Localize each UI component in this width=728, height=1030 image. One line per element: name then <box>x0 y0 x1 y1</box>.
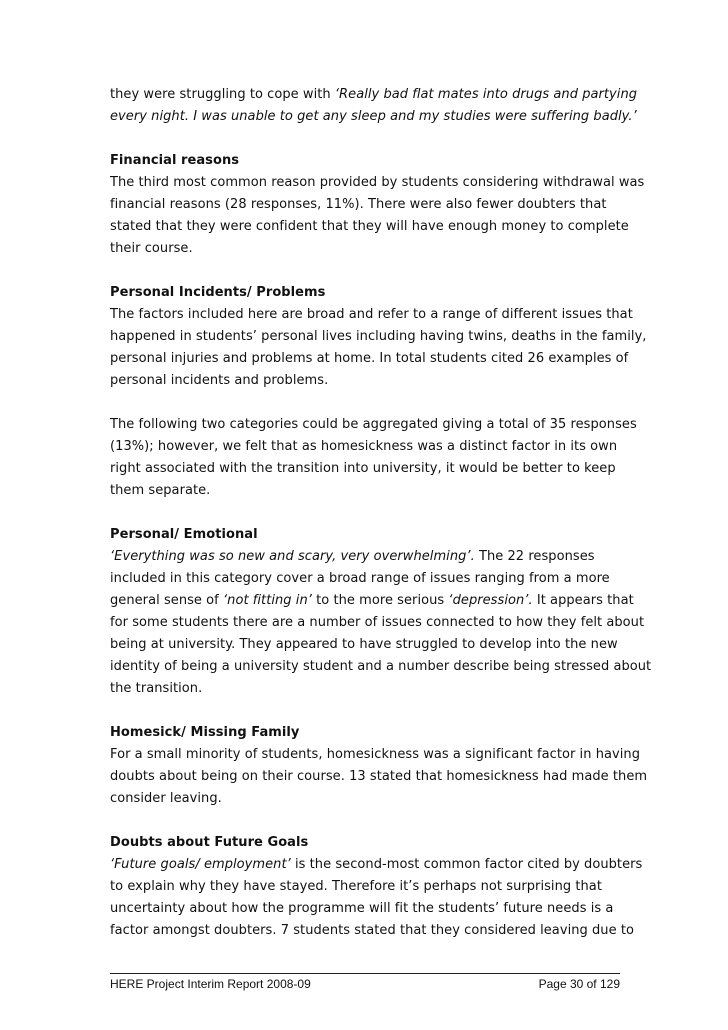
body-text <box>110 84 652 942</box>
text-run: they were struggling to cope with <box>110 87 335 102</box>
text-run: It appears that <box>532 593 634 608</box>
footer-divider <box>110 973 620 974</box>
section-heading-future-goals: Doubts about Future Goals <box>110 835 309 850</box>
quote-text: ‘not fitting in’ <box>222 593 312 608</box>
quote-text: ‘Really bad flat mates into drugs and partying <box>334 87 638 102</box>
paragraph-line: (13%); however, we felt that as homesickness was a distinct factor in its own <box>110 439 618 454</box>
paragraph-line <box>110 590 634 612</box>
text-run: general sense of <box>110 593 223 608</box>
paragraph-line: identity of being a university student and a number describe being stressed about <box>110 659 652 674</box>
section-heading-homesick: Homesick/ Missing Family <box>110 725 300 740</box>
section-heading-personal-incidents: Personal Incidents/ Problems <box>110 285 326 300</box>
paragraph-line: factor amongst doubters. 7 students stated that they considered leaving due to <box>110 923 634 938</box>
paragraph-line: to explain why they have stayed. Therefore it’s perhaps not surprising that <box>110 879 602 894</box>
paragraph-line: them separate. <box>110 483 211 498</box>
paragraph-line: personal incidents and problems. <box>110 373 329 388</box>
paragraph-line: the transition. <box>110 681 203 696</box>
footer-report-title: HERE Project Interim Report 2008-09 <box>110 977 311 991</box>
paragraph-line <box>110 546 625 568</box>
text-run: to the more serious <box>311 593 449 608</box>
text-run: is the second-most common factor cited by doubters <box>290 857 643 872</box>
paragraph-line <box>110 84 638 106</box>
paragraph-line: financial reasons (28 responses, 11%). There were also fewer doubters that <box>110 197 607 212</box>
section-heading-financial: Financial reasons <box>110 153 240 168</box>
paragraph-line: The following two categories could be aggregated giving a total of 35 responses <box>110 417 637 432</box>
paragraph-line <box>110 106 637 128</box>
paragraph-line: consider leaving. <box>110 791 222 806</box>
paragraph-line: uncertainty about how the programme will fit the students’ future needs is a <box>110 901 614 916</box>
footer-page-number: Page 30 of 129 <box>538 977 620 991</box>
paragraph-line: stated that they were confident that they will have enough money to complete <box>110 219 629 234</box>
section-heading-emotional: Personal/ Emotional <box>110 527 258 542</box>
paragraph-line: For a small minority of students, homesickness was a significant factor in having <box>110 747 640 762</box>
paragraph-line: right associated with the transition into university, it would be better to keep <box>110 461 616 476</box>
quote-text: every night. I was unable to get any sleep and my studies were suffering badly.’ <box>110 109 637 124</box>
paragraph-line: The third most common reason provided by students considering withdrawal was <box>110 175 645 190</box>
paragraph-line: The factors included here are broad and refer to a range of different issues that <box>110 307 633 322</box>
paragraph-line <box>110 854 643 876</box>
quote-text: ‘Future goals/ employment’ <box>110 857 291 872</box>
paragraph-line: their course. <box>110 241 193 256</box>
paragraph-line: happened in students’ personal lives including having twins, deaths in the family, <box>110 329 647 344</box>
paragraph-line: personal injuries and problems at home. In total students cited 26 examples of <box>110 351 629 366</box>
quote-text: ‘Everything was so new and scary, very overwhelming’. <box>110 549 475 564</box>
quote-text: ‘depression’. <box>448 593 533 608</box>
paragraph-line: being at university. They appeared to have struggled to develop into the new <box>110 637 618 652</box>
paragraph-line: for some students there are a number of issues connected to how they felt about <box>110 615 645 630</box>
text-run: The 22 responses <box>474 549 595 564</box>
paragraph-line: doubts about being on their course. 13 stated that homesickness had made them <box>110 769 648 784</box>
paragraph-line: included in this category cover a broad range of issues ranging from a more <box>110 571 610 586</box>
